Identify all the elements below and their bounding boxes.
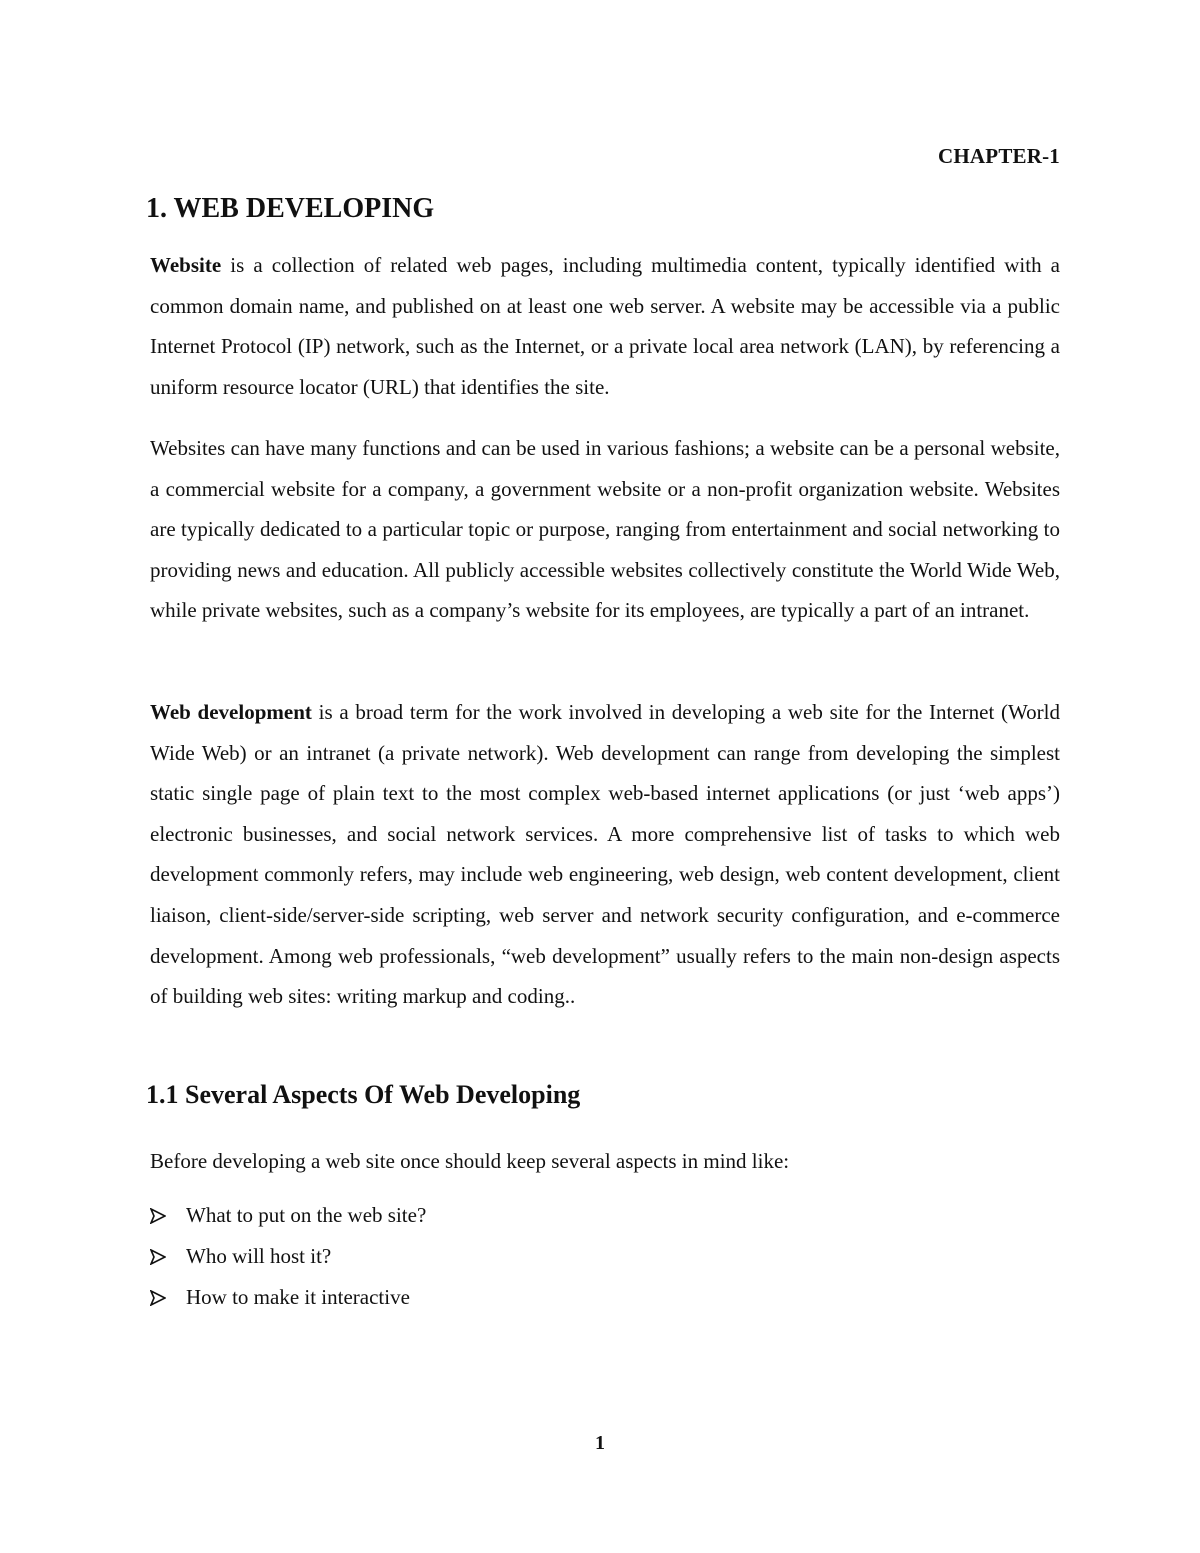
chapter-label: CHAPTER-1 (938, 144, 1060, 168)
section-heading-web-developing: 1. WEB DEVELOPING (146, 193, 435, 224)
list-item (150, 1195, 426, 1236)
document-page (146, 0, 1060, 1553)
list-item-text: What to put on the web site? (186, 1203, 427, 1227)
paragraph-website-functions: Websites can have many functions and can be used in various fashions; a website can be a personal website, a commercial website for a company, a government website or a non-profit organization website. Websites are typically dedicated to a particular topic or purpose, ranging from entertainment and social networking to providing news and education. All publicly accessible websites collectively constitute the World Wide Web, while private websites, such as a company’s website for its employees, are typically a part of an intranet. (150, 436, 1060, 623)
paragraph-web-development (150, 692, 1060, 1017)
paragraph-text: is a collection of related web pages, including multimedia content, typically identified with a common domain name, and published on at least one web server. A website may be accessible via a public Internet Protocol (IP) network, such as the Internet, or a private local area network (LAN), by referencing a uniform resource locator (URL) that identifies the site. (150, 253, 1060, 399)
page-number: 1 (595, 1432, 605, 1454)
list-item (150, 1236, 426, 1277)
paragraph-website-definition (150, 245, 1060, 407)
arrowhead-bullet-icon (150, 1249, 166, 1265)
aspects-intro: Before developing a web site once should keep several aspects in mind like: (150, 1149, 790, 1173)
arrowhead-bullet-icon (150, 1290, 166, 1306)
term-web-development: Web development (150, 700, 312, 724)
list-item-text: Who will host it? (186, 1244, 332, 1268)
arrowhead-bullet-icon (150, 1208, 166, 1224)
list-item-text: How to make it interactive (186, 1285, 410, 1309)
term-website: Website (150, 253, 222, 277)
section-heading-several-aspects: 1.1 Several Aspects Of Web Developing (146, 1080, 581, 1109)
list-item (150, 1277, 426, 1318)
aspects-list (150, 1195, 426, 1318)
paragraph-text: is a broad term for the work involved in developing a web site for the Internet (World Wide Web) or an intranet (a private network). Web development can range from developing the simplest static single page of plain text to the most complex web-based internet applications (or just ‘web apps’) electronic businesses, and social network services. A more comprehensive list of tasks to which web development commonly refers, may include web engineering, web design, web content development, client liaison, client-side/server-side scripting, web server and network security configuration, and e-commerce development. Among web professionals, “web development” usually refers to the main non-design aspects of building web sites: writing markup and coding.. (150, 700, 1060, 1009)
